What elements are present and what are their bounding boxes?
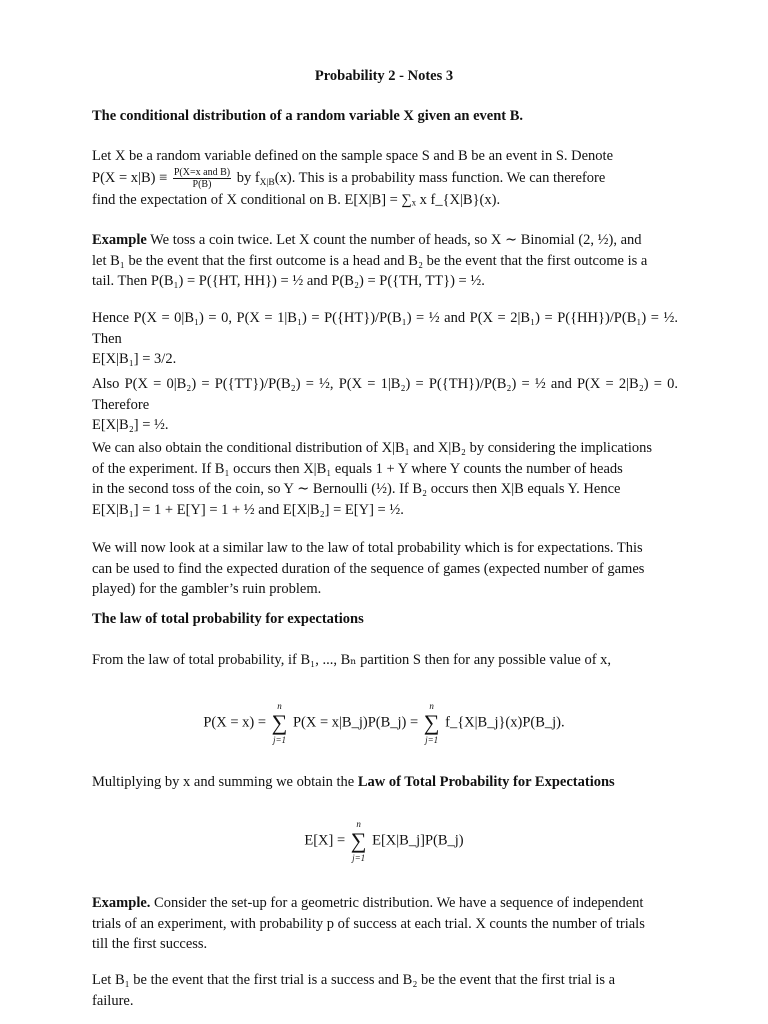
- also-line-1: Also P(X = 0|B₂) = P({TT})/P(B₂) = ½, P(X = 1|B₂) = P({TH})/P(B₂) = ½ and P(X = 2|B₂) = 0. Therefore: [92, 376, 678, 413]
- fraction-denominator: P(B): [192, 178, 212, 190]
- intro-line-3: find the expectation of X conditional on B. E[X|B] = ∑ₓ x f_{X|B}(x).: [92, 191, 501, 208]
- example2-line-3: till the first success.: [92, 936, 208, 952]
- hence-line-1: Hence P(X = 0|B₁) = 0, P(X = 1|B₁) = P({HT})/P(B₁) = ½ and P(X = 2|B₁) = P({HH})/P(B₁) = ½. Then: [92, 310, 678, 347]
- sum-symbol-3: n ∑ j=1: [350, 819, 367, 863]
- multiplying-line: [92, 772, 678, 793]
- also-line-2: E[X|B₂] = ½.: [92, 417, 169, 433]
- example1-line-1-text: We toss a coin twice. Let X count the number of heads, so X ∼ Binomial (2, ½), and: [150, 232, 642, 248]
- example1-line-1: [92, 230, 678, 251]
- example2-label: Example.: [92, 895, 151, 911]
- from-law-line: From the law of total probability, if B₁, ..., Bₙ partition S then for any possible value of x,: [92, 652, 612, 668]
- eq1-term1: P(X = x|B_j)P(B_j) =: [292, 714, 419, 731]
- similar-line-1: We will now look at a similar law to the law of total probability which is for expectations. This: [92, 540, 643, 556]
- eq2-lhs: E[X] =: [304, 832, 346, 849]
- sum-symbol-2: n ∑ j=1: [423, 701, 440, 745]
- section-heading-law: The law of total probability for expectations: [92, 611, 364, 627]
- obtain-line-2: of the experiment. If B₁ occurs then X|B₁ equals 1 + Y where Y counts the number of heads: [92, 460, 623, 477]
- intro-line-2a: P(X = x|B) ≡: [92, 169, 168, 186]
- multiplying-text: Multiplying by x and summing we obtain the: [92, 774, 355, 790]
- multiplying-bold: Law of Total Probability for Expectations: [357, 774, 615, 790]
- hence-line-2: E[X|B₁] = 3/2.: [92, 351, 177, 367]
- obtain-line-1: We can also obtain the conditional distribution of X|B₁ and X|B₂ by considering the implications: [92, 440, 653, 456]
- paragraph-hence: [92, 308, 678, 370]
- sum-upper-2: n: [429, 701, 434, 711]
- paragraph-let-b: [92, 970, 678, 1011]
- paragraph-from-law: [92, 650, 678, 671]
- eq1-lhs: P(X = x) =: [203, 714, 267, 731]
- paragraph-example-1: [92, 230, 678, 292]
- paragraph-intro: [92, 146, 678, 210]
- eq1-term2: f_{X|B_j}(x)P(B_j).: [445, 714, 565, 731]
- sum-lower: j=1: [272, 735, 287, 745]
- fraction-pxb: [173, 167, 231, 190]
- section-heading-conditional: The conditional distribution of a random variable X given an event B.: [92, 108, 524, 124]
- sum-symbol: n ∑ j=1: [271, 701, 288, 745]
- example2-line-2: trials of an experiment, with probability p of success at each trial. X counts the number of trials: [92, 915, 645, 932]
- letb-line-2: failure.: [92, 992, 134, 1009]
- similar-line-3: played) for the gambler’s ruin problem.: [92, 581, 322, 597]
- paragraph-example-2: [92, 893, 678, 955]
- sum-upper: n: [277, 701, 282, 711]
- paragraph-multiplying: [92, 772, 678, 793]
- letb-line-1: Let B₁ be the event that the first trial is a success and B₂ be the event that the first trial is a: [92, 972, 616, 988]
- fraction-numerator: P(X=x and B): [173, 166, 231, 178]
- example1-line-3: tail. Then P(B₁) = P({HT, HH}) = ½ and P(B₂) = P({TH, TT}) = ½.: [92, 273, 485, 289]
- page-title: Probability 2 - Notes 3: [314, 68, 454, 84]
- obtain-line-4: E[X|B₁] = 1 + E[Y] = 1 + ½ and E[X|B₂] = E[Y] = ½.: [92, 501, 404, 518]
- intro-line-2c: (x). This is a probability mass function. We can therefore: [274, 169, 606, 186]
- paragraph-obtain: [92, 438, 678, 520]
- example2-line-1-text: Consider the set-up for a geometric distribution. We have a sequence of independent: [154, 895, 644, 911]
- intro-line-2b-sub: X|B: [259, 177, 275, 188]
- intro-line-2: [92, 167, 678, 190]
- eq2-term: E[X|B_j]P(B_j): [372, 832, 464, 849]
- example2-line-1: [92, 893, 678, 914]
- sum-lower-3: j=1: [352, 853, 366, 863]
- example1-label: Example: [92, 232, 147, 248]
- intro-line-1: Let X be a random variable defined on the sample space S and B be an event in S. Denote: [92, 148, 614, 164]
- obtain-line-3: in the second toss of the coin, so Y ∼ Bernoulli (½). If B₂ occurs then X|B equals Y. Hence: [92, 481, 621, 497]
- equation-total-expectation: [0, 818, 768, 864]
- sum-upper-3: n: [356, 819, 361, 829]
- paragraph-similar: [92, 538, 678, 600]
- sum-lower-2: j=1: [425, 735, 439, 745]
- example1-line-2: let B₁ be the event that the first outcome is a head and B₂ be the event that the first outcome is a: [92, 252, 648, 269]
- equation-total-probability: [0, 700, 768, 746]
- intro-line-2b: by f: [236, 169, 260, 186]
- paragraph-also: [92, 374, 678, 436]
- similar-line-2: can be used to find the expected duration of the sequence of games (expected number of games: [92, 560, 645, 577]
